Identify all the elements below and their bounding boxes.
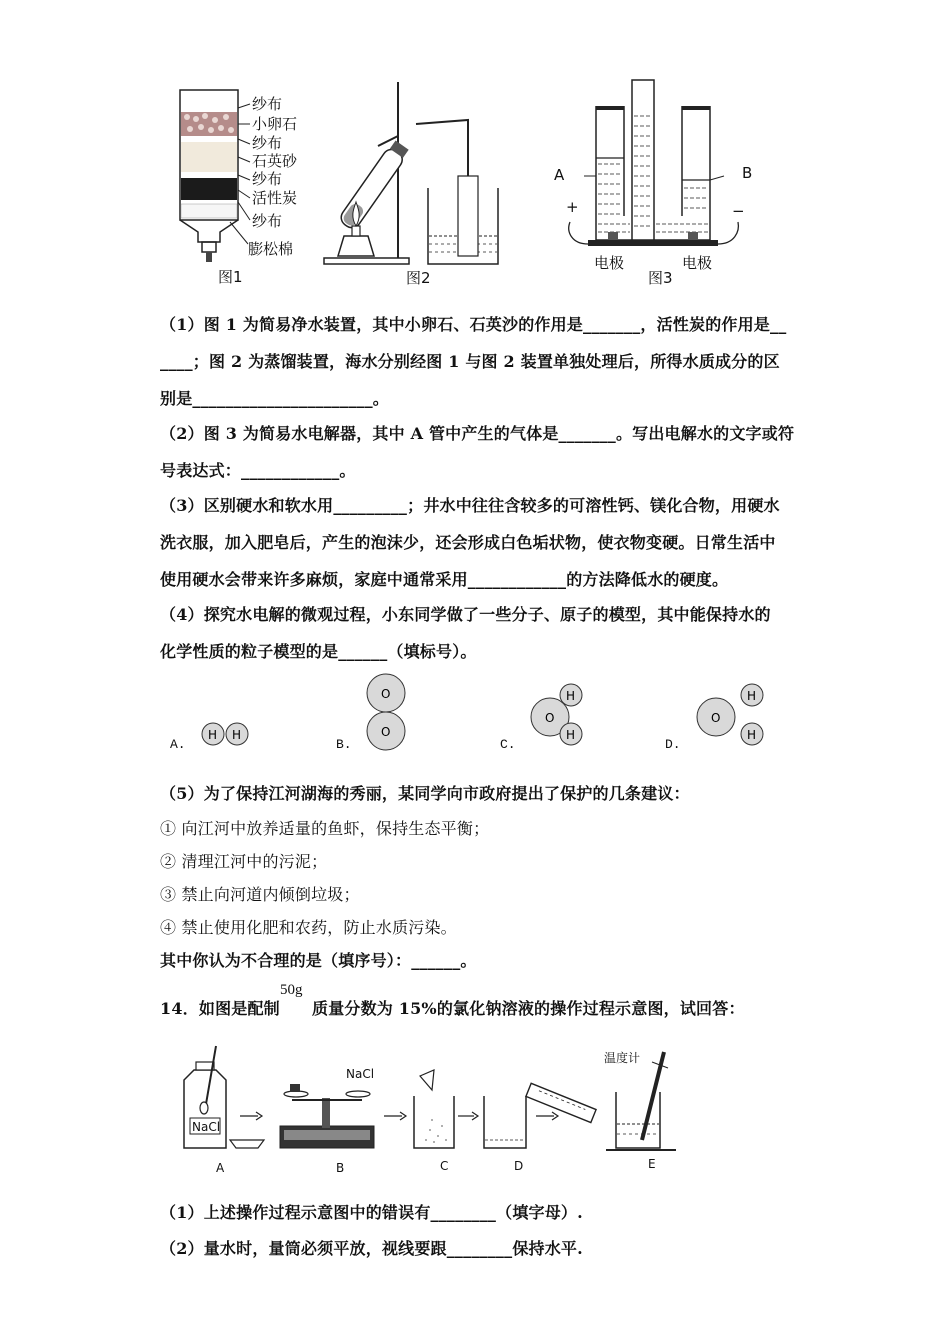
option-c-atom-h2: H: [566, 728, 576, 742]
option-b-label: B.: [336, 737, 352, 752]
fig3-plus: +: [566, 198, 579, 216]
step-label-e: E: [648, 1157, 656, 1171]
q13-part5-intro: （5）为了保持江河湖海的秀丽，某同学向市政府提出了保护的几条建议：: [160, 784, 690, 803]
step-d-pour: [484, 1083, 596, 1148]
step-label-a: A: [216, 1161, 225, 1175]
step-label-c: C: [440, 1159, 449, 1173]
option-a-atom-2: H: [232, 728, 242, 742]
q13-part2-line1: （2）图 3 为简易水电解器，其中 A 管中产生的气体是_______。写出电解水的文字或符: [160, 424, 795, 443]
option-d-model: [697, 684, 763, 745]
fig1-label-activated-carbon: 活性炭: [252, 189, 298, 207]
q13-part5-ask: 其中你认为不合理的是（填序号）：______。: [160, 951, 477, 970]
step-c-beaker: [414, 1070, 454, 1148]
q13-part3-line1: （3）区别硬水和软水用_________；井水中往往含较多的可溶性钙、镁化合物，用硬水: [160, 496, 780, 515]
q13-suggestion-2: ② 清理江河中的污泥；: [160, 852, 328, 871]
quartz-sand-layer: [181, 142, 237, 172]
step-label-d: D: [514, 1159, 524, 1173]
alcohol-lamp: [338, 236, 374, 256]
step-b-balance: [280, 1067, 374, 1148]
q14-stem-post: 质量分数为 15%的氯化钠溶液的操作过程示意图，试回答：: [312, 999, 745, 1018]
fig3-label-b: B: [742, 164, 753, 182]
q13-part1-line3: 别是______________________。: [160, 389, 390, 408]
fig3-electrode-right: 电极: [682, 254, 713, 272]
step-a-bottle: [184, 1046, 264, 1148]
option-b-model: [367, 674, 405, 750]
step-label-b: B: [336, 1161, 345, 1175]
option-d-label: D.: [665, 737, 681, 752]
option-d-atom-h1: H: [747, 689, 757, 703]
step-b-nacl-label: NaCl: [346, 1067, 375, 1081]
fig1-caption: 图1: [218, 268, 243, 286]
q13-suggestion-1: ① 向江河中放养适量的鱼虾，保持生态平衡；: [160, 819, 490, 838]
fig3-label-a: A: [554, 166, 565, 184]
figure-2-distillation: [318, 76, 518, 291]
fig3-minus: −: [732, 202, 745, 220]
fig1-label-pebbles: 小卵石: [252, 115, 298, 133]
option-c-atom-o: O: [545, 711, 555, 725]
fig2-caption: 图2: [406, 269, 431, 287]
step-e-stir: [604, 1050, 676, 1150]
fig3-caption: 图3: [648, 269, 673, 287]
q14-part1: （1）上述操作过程示意图中的错误有________（填字母）.: [160, 1203, 583, 1222]
q13-suggestion-4: ④ 禁止使用化肥和农药，防止水质污染。: [160, 918, 457, 937]
activated-carbon-layer: [181, 178, 237, 200]
q13-suggestion-3: ③ 禁止向河道内倾倒垃圾；: [160, 885, 360, 904]
fig1-label-gauze-1: 纱布: [252, 95, 283, 113]
q13-part1-line1: （1）图 1 为简易净水装置，其中小卵石、石英沙的作用是_______，活性炭的作用是__: [160, 315, 787, 334]
molecule-options: [160, 672, 800, 762]
q13-part3-line3: 使用硬水会带来许多麻烦，家庭中通常采用____________的方法降低水的硬度。: [160, 570, 729, 589]
option-b-atom-2: O: [381, 725, 391, 739]
step-e-thermometer-label: 温度计: [604, 1051, 641, 1065]
figure-q14-procedure: [176, 1040, 696, 1180]
q13-part1-line2: ____；图 2 为蒸馏装置，海水分别经图 1 与图 2 装置单独处理后，所得水质成分的区: [160, 352, 780, 371]
q13-part4-line2: 化学性质的粒子模型的是______（填标号）。: [160, 642, 477, 661]
step-a-nacl-label: NaCl: [192, 1120, 221, 1134]
step-a-dish: [230, 1140, 264, 1148]
stand-base: [324, 258, 409, 264]
option-c-label: C.: [500, 737, 516, 752]
fig1-label-gauze-2: 纱布: [252, 134, 283, 152]
q14-part2: （2）量水时，量筒必须平放，视线要跟________保持水平.: [160, 1239, 583, 1258]
option-d-atom-o: O: [711, 711, 721, 725]
option-d-atom-h2: H: [747, 728, 757, 742]
option-b-atom-1: O: [381, 687, 391, 701]
option-c-model: [531, 684, 582, 745]
q14-stem-mass: 50g: [280, 982, 303, 998]
fig1-label-quartz-sand: 石英砂: [252, 152, 298, 170]
figure-1-purifier: [160, 82, 320, 292]
q13-part2-line2: 号表达式：____________。: [160, 461, 356, 480]
q14-stem-pre: 14．如图是配制: [160, 999, 280, 1018]
fig1-label-gauze-3: 纱布: [252, 170, 283, 188]
option-a-model: [202, 723, 248, 745]
fig1-label-cotton: 膨松棉: [248, 240, 294, 258]
option-a-label: A.: [170, 737, 186, 752]
q13-part4-line1: （4）探究水电解的微观过程，小东同学做了一些分子、原子的模型，其中能保持水的: [160, 605, 771, 624]
q13-part3-line2: 洗衣服，加入肥皂后，产生的泡沫少，还会形成白色垢状物，使衣物变硬。日常生活中: [160, 533, 776, 552]
fig3-electrode-left: 电极: [594, 254, 625, 272]
option-c-atom-h1: H: [566, 689, 576, 703]
option-a-atom-1: H: [208, 728, 218, 742]
figure-3-electrolyzer: [548, 76, 778, 291]
fig1-label-gauze-4: 纱布: [252, 212, 283, 230]
